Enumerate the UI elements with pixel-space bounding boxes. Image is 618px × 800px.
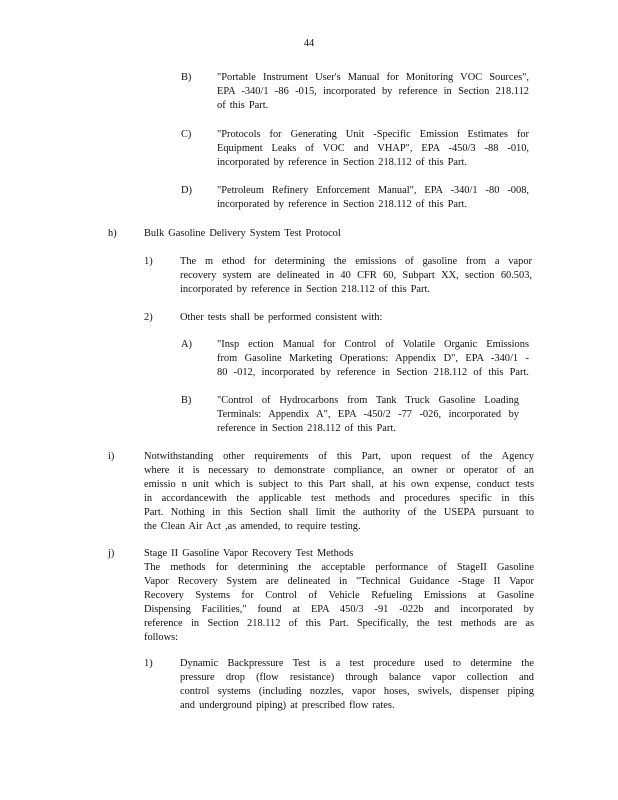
item-marker: i): [108, 451, 115, 462]
item-text: [217, 184, 529, 212]
item-marker: 2): [144, 312, 153, 323]
text-line: follows:: [144, 632, 179, 643]
item-marker: D): [181, 185, 192, 196]
text-line: incorporated by reference in Section 218.112 of this Part.: [217, 157, 467, 168]
text-line: "Protocols for Generating Unit -Specific Emission Estimates for: [217, 129, 529, 140]
text-line: Part. Nothing in this Section shall limit the authority of the USEPA pursuant to: [144, 507, 534, 518]
text-line: recovery system are delineated in 40 CFR 60, Subpart XX, section 60.503,: [180, 270, 532, 281]
item-marker: 1): [144, 256, 153, 267]
text-line: Dispensing Facilities," found at EPA 450/3 -91 -022b and incorporated by: [144, 604, 534, 615]
text-line: Equipment Leaks of VOC and VHAP", EPA -450/3 -88 -010,: [217, 143, 529, 154]
text-line: where it is necessary to demonstrate compliance, an owner or operator of an: [144, 465, 534, 476]
item-text: [217, 71, 529, 113]
item-text: [180, 255, 532, 297]
item-heading: [144, 227, 524, 241]
text-line: reference in Section 218.112 of this Part.: [217, 423, 396, 434]
text-line: and underground piping) at prescribed flow rates.: [180, 700, 395, 711]
item-text: [217, 394, 519, 436]
text-line: pressure drop (flow resistance) through balance vapor collection and: [180, 672, 534, 683]
text-line: The methods for determining the acceptable performance of StageII Gasoline: [144, 562, 534, 573]
text-line: Bulk Gasoline Delivery System Test Protocol: [144, 228, 341, 239]
item-marker: B): [181, 72, 192, 83]
item-marker: C): [181, 129, 192, 140]
item-marker: 1): [144, 658, 153, 669]
item-marker: h): [108, 228, 117, 239]
text-line: Stage II Gasoline Vapor Recovery Test Methods: [144, 548, 354, 559]
text-line: The m ethod for determining the emissions of gasoline from a vapor: [180, 256, 532, 267]
text-line: from Gasoline Marketing Operations: Appendix D", EPA -340/1 -: [217, 353, 529, 364]
item-text: [217, 128, 529, 170]
text-line: Terminals: Appendix A", EPA -450/2 -77 -026, incorporated by: [217, 409, 519, 420]
text-line: Recovery Systems for Control of Vehicle Refueling Emissions at Gasoline: [144, 590, 534, 601]
text-line: the Clean Air Act ,as amended, to require testing.: [144, 521, 361, 532]
item-text: [144, 450, 534, 534]
text-line: EPA -340/1 -86 -015, incorporated by reference in Section 218.112: [217, 86, 529, 97]
text-line: Vapor Recovery System are delineated in "Technical Guidance -Stage II Vapor: [144, 576, 534, 587]
text-line: 80 -012, incorporated by reference in Section 218.112 of this Part.: [217, 367, 529, 378]
text-line: emissio n unit which is subject to this Part shall, at his own expense, conduct tests: [144, 479, 534, 490]
text-line: "Petroleum Refinery Enforcement Manual", EPA -340/1 -80 -008,: [217, 185, 529, 196]
item-marker: A): [181, 339, 192, 350]
item-text: [180, 311, 532, 325]
item-text: [180, 657, 534, 713]
text-line: in accordancewith the applicable test methods and procedures specific in this: [144, 493, 534, 504]
text-line: control systems (including nozzles, vapor hoses, swivels, dispenser piping: [180, 686, 534, 697]
text-line: incorporated by reference in Section 218.112 of this Part.: [180, 284, 430, 295]
item-marker: j): [108, 548, 115, 559]
text-line: of this Part.: [217, 100, 269, 111]
text-line: "Control of Hydrocarbons from Tank Truck Gasoline Loading: [217, 395, 519, 406]
text-line: Notwithstanding other requirements of this Part, upon request of the Agency: [144, 451, 534, 462]
page-number: 44: [303, 38, 315, 49]
text-line: "Insp ection Manual for Control of Volatile Organic Emissions: [217, 339, 529, 350]
item-text: [144, 547, 534, 645]
text-line: incorporated by reference in Section 218.112 of this Part.: [217, 199, 467, 210]
text-line: "Portable Instrument User's Manual for Monitoring VOC Sources",: [217, 72, 529, 83]
text-line: Other tests shall be performed consistent with:: [180, 312, 383, 323]
text-line: Dynamic Backpressure Test is a test procedure used to determine the: [180, 658, 534, 669]
text-line: reference in Section 218.112 of this Part. Specifically, the test methods are as: [144, 618, 534, 629]
item-text: [217, 338, 529, 380]
item-marker: B): [181, 395, 192, 406]
